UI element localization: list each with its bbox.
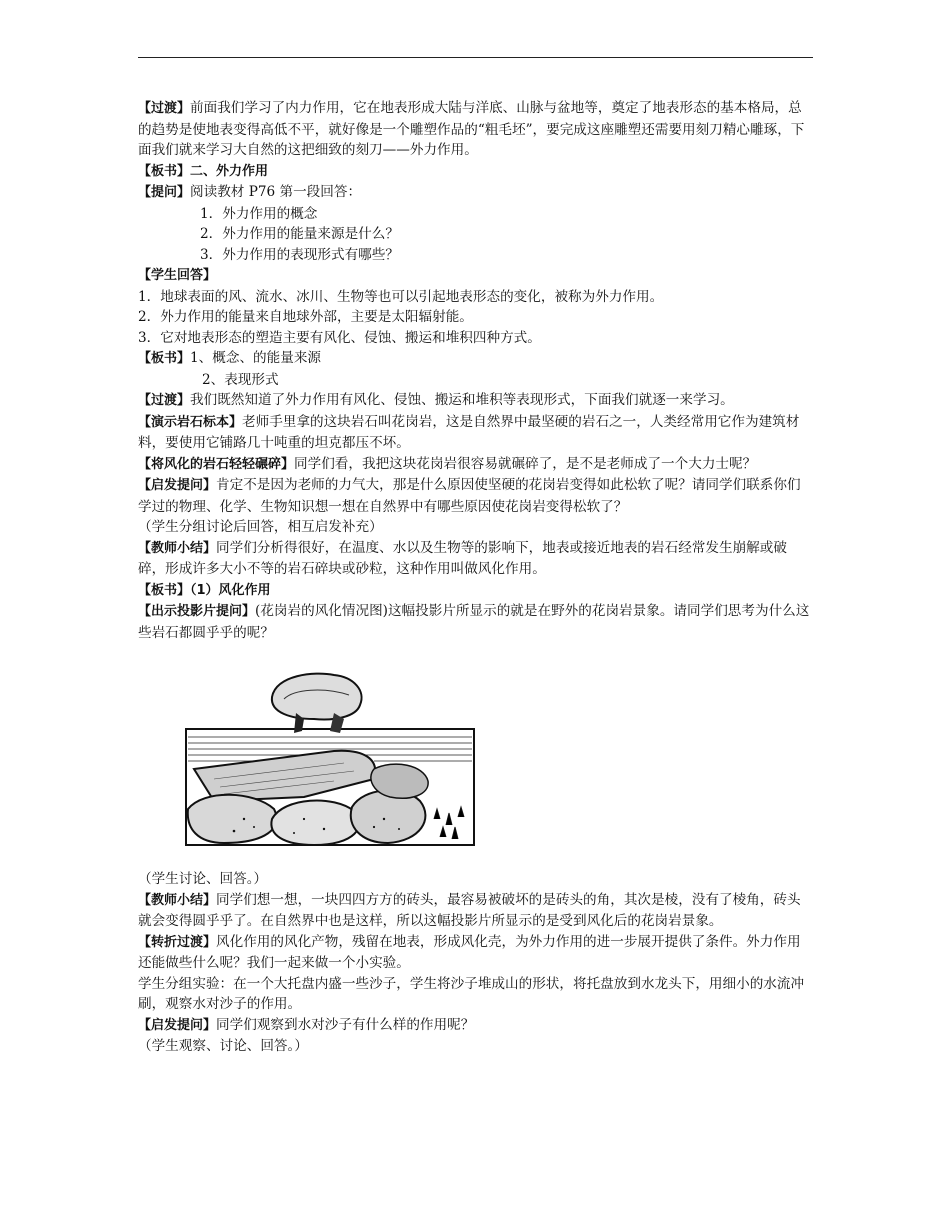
paragraph	[138, 328, 813, 349]
paragraph	[138, 287, 813, 308]
paragraph-text: （学生观察、讨论、回答。）	[138, 1038, 308, 1054]
paragraph-text: (花岗岩的风化情况图)这幅投影片所显示的就是在野外的花岗岩景象。请同学们思考为什么这些岩石都圆乎乎的呢？	[138, 603, 810, 641]
text-before-figure	[138, 98, 813, 643]
labeled-paragraph	[138, 265, 813, 287]
labeled-paragraph	[138, 890, 813, 932]
paragraph-text: 2．外力作用的能量来自地球外部，主要是太阳辐射能。	[138, 309, 473, 325]
section-tag: 【转折过渡】	[138, 934, 217, 950]
labeled-paragraph	[138, 601, 813, 643]
paragraph	[138, 245, 813, 266]
paragraph-text: （学生讨论、回答。）	[138, 871, 268, 887]
paragraph-text: 阅读教材 P76 第一段回答：	[190, 184, 362, 200]
section-tag: 【出示投影片提问】	[138, 604, 256, 619]
paragraph-text: 肯定不是因为老师的力气大，那是什么原因使坚硬的花岗岩变得如此松软了呢？请同学们联系你们学过的物理、化学、生物知识想一想在自然界中有哪些原因使花岗岩变得松软了？	[138, 477, 801, 515]
section-tag: 【教师小结】	[138, 892, 217, 908]
paragraph	[138, 869, 813, 890]
section-tag: 【提问】	[138, 185, 191, 200]
section-tag: 【学生回答】	[138, 268, 217, 283]
paragraph-text: 3．外力作用的表现形式有哪些？	[200, 246, 399, 263]
labeled-paragraph	[138, 98, 813, 161]
labeled-paragraph	[138, 390, 813, 412]
header-rule	[138, 57, 813, 58]
paragraph-text: （1）风化作用	[190, 582, 271, 598]
section-tag: 【启发提问】	[138, 478, 217, 493]
paragraph	[138, 204, 813, 225]
paragraph-text: 同学们想一想，一块四四方方的砖头，最容易被破坏的是砖头的角，其次是棱，没有了棱角，砖头就会变得圆乎乎了。在自然界中也是这样，所以这幅投影片所显示的是受到风化后的花岗岩景象。	[138, 891, 801, 929]
weathered-granite-illustration	[184, 669, 476, 847]
labeled-paragraph	[138, 454, 813, 476]
labeled-paragraph	[138, 1015, 813, 1037]
section-tag: 【启发提问】	[138, 1017, 217, 1033]
section-tag: 【板书】	[138, 582, 191, 598]
paragraph-text: 2．外力作用的能量来源是什么？	[200, 226, 399, 242]
labeled-paragraph	[138, 348, 813, 370]
paragraph	[138, 517, 813, 538]
section-tag: 【过渡】	[138, 101, 191, 116]
section-tag: 【板书】	[138, 163, 191, 179]
labeled-paragraph	[138, 538, 813, 580]
labeled-paragraph	[138, 932, 813, 974]
labeled-paragraph	[138, 580, 813, 602]
paragraph-text: 二、外力作用	[190, 163, 269, 179]
paragraph	[138, 307, 813, 328]
section-tag: 【板书】	[138, 351, 191, 366]
text-after-figure	[138, 869, 813, 1057]
paragraph	[138, 224, 813, 245]
section-tag: 【演示岩石标本】	[138, 414, 243, 430]
labeled-paragraph	[138, 161, 813, 183]
paragraph-text: 3．它对地表形态的塑造主要有风化、侵蚀、搬运和堆积四种方式。	[138, 329, 541, 346]
labeled-paragraph	[138, 182, 813, 204]
labeled-paragraph	[138, 475, 813, 517]
paragraph	[138, 370, 813, 391]
paragraph	[138, 1036, 813, 1057]
paragraph-text: 1．外力作用的概念	[200, 205, 318, 222]
document-body	[138, 98, 813, 1057]
paragraph-text: 老师手里拿的这块岩石叫花岗岩，这是自然界中最坚硬的岩石之一，人类经常用它作为建筑材料，要使用它铺路几十吨重的坦克都压不坏。	[138, 413, 800, 451]
paragraph-text: 1．地球表面的风、流水、冰川、生物等也可以引起地表形态的变化，被称为外力作用。	[138, 288, 664, 305]
paragraph-text: 同学们观察到水对沙子有什么样的作用呢？	[216, 1016, 475, 1033]
section-tag: 【过渡】	[138, 393, 191, 408]
paragraph-text: （学生分组讨论后回答，相互启发补充）	[138, 519, 383, 535]
section-tag: 【教师小结】	[138, 540, 217, 556]
paragraph	[138, 974, 813, 1015]
section-tag: 【将风化的岩石轻轻碾碎】	[138, 456, 295, 472]
paragraph-text: 风化作用的风化产物，残留在地表，形成风化壳，为外力作用的进一步展开提供了条件。外力作用还能做些什么呢？我们一起来做一个小实验。	[138, 933, 801, 971]
paragraph-text: 学生分组实验：在一个大托盘内盛一些沙子，学生将沙子堆成山的形状，将托盘放到水龙头下，用细小的水流冲刷，观察水对沙子的作用。	[138, 975, 805, 1012]
paragraph-text: 我们既然知道了外力作用有风化、侵蚀、搬运和堆积等表现形式，下面我们就逐一来学习。	[190, 392, 734, 408]
paragraph-text: 同学们看，我把这块花岗岩很容易就碾碎了，是不是老师成了一个大力士呢？	[294, 455, 757, 472]
paragraph-text: 同学们分析得很好，在温度、水以及生物等的影响下，地表或接近地表的岩石经常发生崩解或破碎，形成许多大小不等的岩石碎块或砂粒，这种作用叫做风化作用。	[138, 539, 787, 577]
paragraph-text: 前面我们学习了内力作用，它在地表形成大陆与洋底、山脉与盆地等，奠定了地表形态的基本格局，总的趋势是使地表变得高低不平，就好像是一个雕塑作品的“粗毛坯”，要完成这座雕塑还需要用刻刀精心雕琢，下面我们就来学习大自然的这把细致的刻刀——外力作用。	[138, 100, 805, 158]
paragraph-text: 2、表现形式	[202, 371, 279, 388]
paragraph-text: 1、概念、的能量来源	[190, 350, 322, 366]
labeled-paragraph	[138, 412, 813, 454]
